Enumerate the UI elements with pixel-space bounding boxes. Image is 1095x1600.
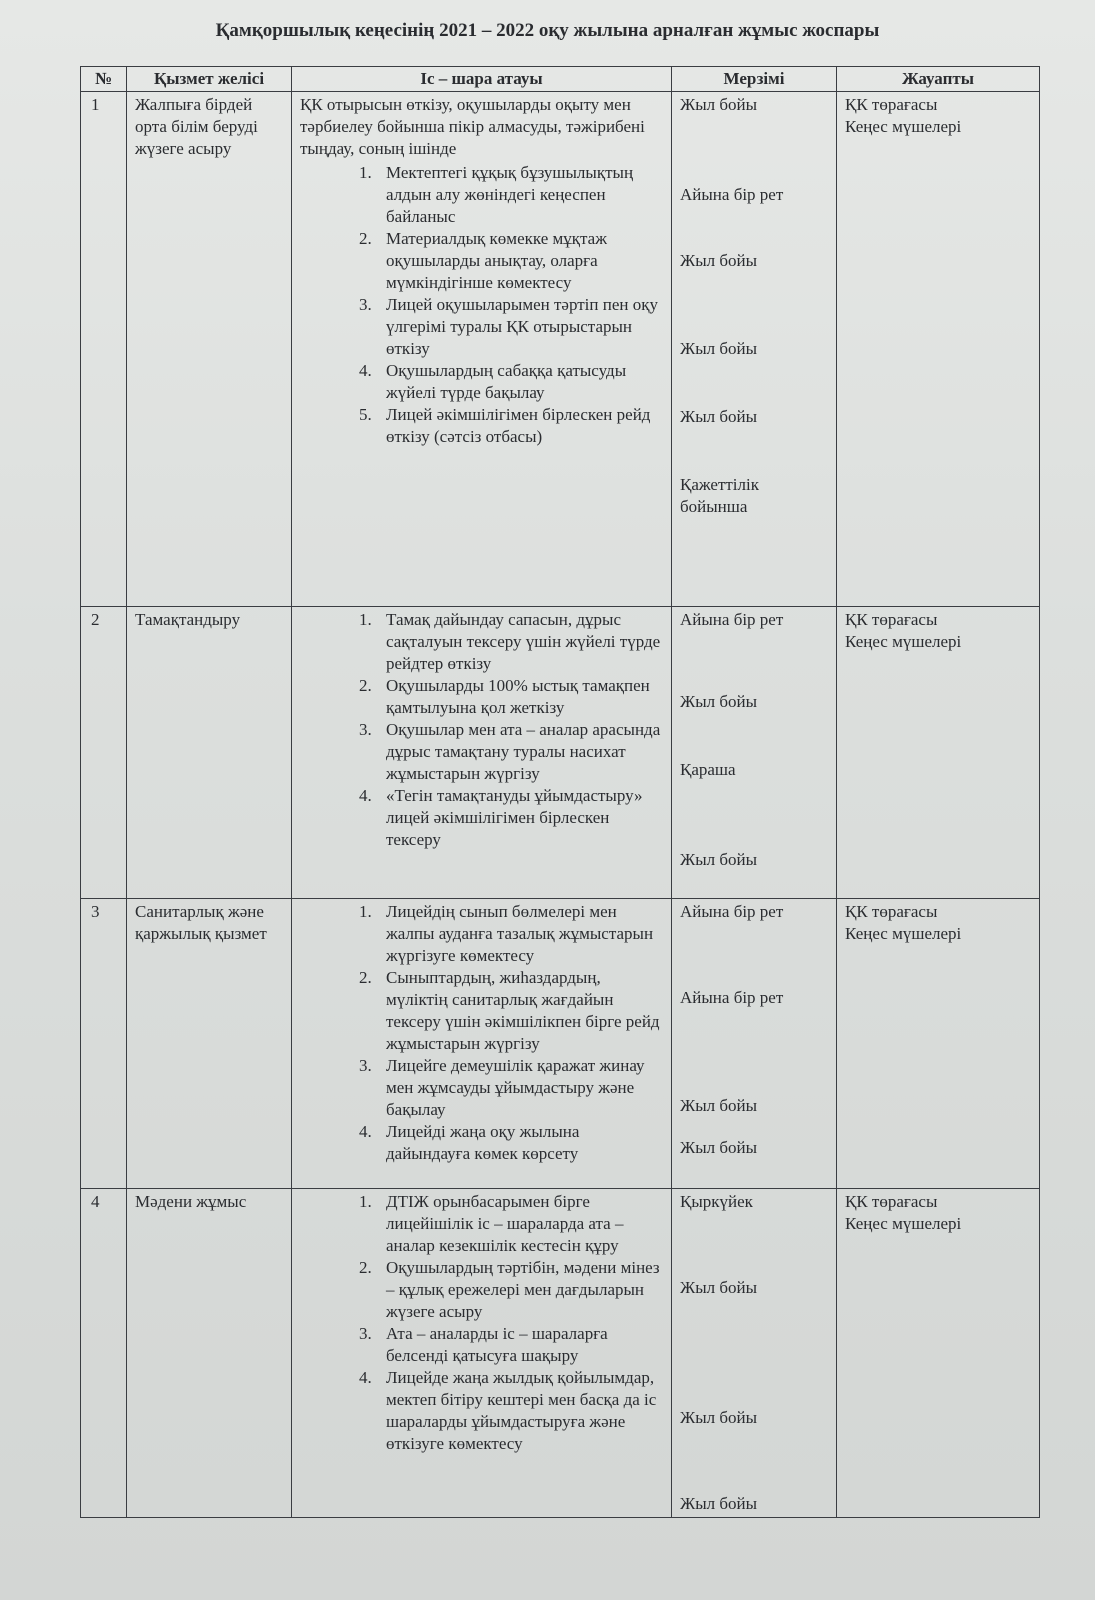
- table-header-row: [81, 67, 1040, 92]
- header-activity: Іс – шара атауы: [292, 67, 672, 92]
- term-value: Қараша: [680, 760, 736, 779]
- row-activities: [292, 92, 672, 607]
- row-responsible: [837, 607, 1040, 899]
- row-responsible: [837, 1189, 1040, 1518]
- term-value: Жыл бойы: [680, 1278, 758, 1297]
- responsible-person: ҚК төрағасы: [845, 1192, 938, 1211]
- term-value: Айына бір рет: [680, 988, 784, 1007]
- row-activities: [292, 607, 672, 899]
- term-value: Жыл бойы: [680, 407, 758, 426]
- activity-item: 2. Оқушыларды 100% ыстық тамақпен қамтылуына қол жеткізу: [376, 675, 663, 719]
- activity-item: 1. ДТІЖ орынбасарымен бірге лицейішілік іс – шараларда ата – аналар кезекшілік кестесін құру: [376, 1191, 663, 1257]
- header-direction: Қызмет желісі: [127, 67, 292, 92]
- activity-item: 3. Оқушылар мен ата – аналар арасында дұрыс тамақтану туралы насихат жұмыстарын жүргізу: [376, 719, 663, 785]
- row-number: 3: [81, 899, 127, 1189]
- term-value: Қыркүйек: [680, 1192, 753, 1211]
- row-direction: Тамақтандыру: [127, 607, 292, 899]
- row-number: 4: [81, 1189, 127, 1518]
- term-value: Жыл бойы: [680, 95, 758, 114]
- term-value: Жыл бойы: [680, 1408, 758, 1427]
- term-value: Жыл бойы: [680, 1096, 758, 1115]
- term-value: Жыл бойы: [680, 251, 758, 270]
- activity-item: 4. Оқушылардың сабаққа қатысуды жүйелі түрде бақылау: [376, 360, 663, 404]
- row-responsible: [837, 899, 1040, 1189]
- activity-item: 5. Лицей әкімшілігімен бірлескен рейд өткізу (сәтсіз отбасы): [376, 404, 663, 448]
- term-value: Жыл бойы: [680, 339, 758, 358]
- row-activities: [292, 899, 672, 1189]
- responsible-person: Кеңес мүшелері: [845, 1214, 962, 1233]
- responsible-person: ҚК төрағасы: [845, 902, 938, 921]
- activity-item: 3. Лицей оқушыларымен тәртіп пен оқу үлгерімі туралы ҚК отырыстарын өткізу: [376, 294, 663, 360]
- row-direction: Санитарлық және қаржылық қызмет: [127, 899, 292, 1189]
- activity-item: 1. Тамақ дайындау сапасын, дұрыс сақталуын тексеру үшін жүйелі түрде рейдтер өткізу: [376, 609, 663, 675]
- document-title: Қамқоршылық кеңесінің 2021 – 2022 оқу жылына арналған жұмыс жоспары: [215, 20, 880, 41]
- work-plan-table: [80, 66, 1040, 1518]
- row-direction: Жалпыға бірдей орта білім беруді жүзеге асыру: [127, 92, 292, 607]
- activity-item: 4. Лицейде жаңа жылдық қойылымдар, мектеп бітіру кештері мен басқа да іс шараларды ұйымдастыруға және өткізуге көмектесу: [376, 1367, 663, 1455]
- activity-item: 4. Лицейді жаңа оқу жылына дайындауға көмек көрсету: [376, 1121, 663, 1165]
- term-value: Айына бір рет: [680, 902, 784, 921]
- responsible-person: ҚК төрағасы: [845, 610, 938, 629]
- header-number: №: [81, 67, 127, 92]
- row-responsible: [837, 92, 1040, 607]
- activity-item: 2. Сыныптардың, жиһаздардың, мүліктің санитарлық жағдайын тексеру үшін әкімшілікпен бірге рейд жұмыстарын жүргізу: [376, 967, 663, 1055]
- responsible-person: Кеңес мүшелері: [845, 117, 962, 136]
- row-number: 2: [81, 607, 127, 899]
- table-row: [81, 92, 1040, 607]
- term-value: Жыл бойы: [680, 1494, 758, 1513]
- activity-item: 2. Материалдық көмекке мұқтаж оқушыларды анықтау, оларға мүмкіндігінше көмектесу: [376, 228, 663, 294]
- activity-item: 2. Оқушылардың тәртібін, мәдени мінез – құлық ережелері мен дағдыларын жүзеге асыру: [376, 1257, 663, 1323]
- activity-intro: ҚК отырысын өткізу, оқушыларды оқыту мен тәрбиелеу бойынша пікір алмасуды, тәжірибені тыңдау, соның ішінде: [300, 95, 645, 158]
- row-activities: [292, 1189, 672, 1518]
- responsible-person: ҚК төрағасы: [845, 95, 938, 114]
- term-value: Жыл бойы: [680, 850, 758, 869]
- term-value: Жыл бойы: [680, 692, 758, 711]
- activity-item: 3. Ата – аналарды іс – шараларға белсенді қатысуға шақыру: [376, 1323, 663, 1367]
- header-responsible: Жауапты: [837, 67, 1040, 92]
- header-term: Мерзімі: [672, 67, 837, 92]
- term-value: Айына бір рет: [680, 610, 784, 629]
- row-number: 1: [81, 92, 127, 607]
- table-row: [81, 899, 1040, 1189]
- term-value: Қажеттілік бойынша: [680, 475, 759, 516]
- responsible-person: Кеңес мүшелері: [845, 924, 962, 943]
- row-terms: [672, 607, 837, 899]
- row-direction: Мәдени жұмыс: [127, 1189, 292, 1518]
- table-row: [81, 1189, 1040, 1518]
- term-value: Айына бір рет: [680, 185, 784, 204]
- term-value: Жыл бойы: [680, 1138, 758, 1157]
- row-terms: [672, 92, 837, 607]
- activity-item: 1. Лицейдің сынып бөлмелері мен жалпы ауданға тазалық жұмыстарын жүргізуге көмектесу: [376, 901, 663, 967]
- activity-item: 3. Лицейге демеушілік қаражат жинау мен жұмсауды ұйымдастыру және бақылау: [376, 1055, 663, 1121]
- table-row: [81, 607, 1040, 899]
- row-terms: [672, 1189, 837, 1518]
- responsible-person: Кеңес мүшелері: [845, 632, 962, 651]
- activity-item: 4. «Тегін тамақтануды ұйымдастыру» лицей әкімшілігімен бірлескен тексеру: [376, 785, 663, 851]
- row-terms: [672, 899, 837, 1189]
- activity-item: 1. Мектептегі құқық бұзушылықтың алдын алу жөніндегі кеңеспен байланыс: [376, 162, 663, 228]
